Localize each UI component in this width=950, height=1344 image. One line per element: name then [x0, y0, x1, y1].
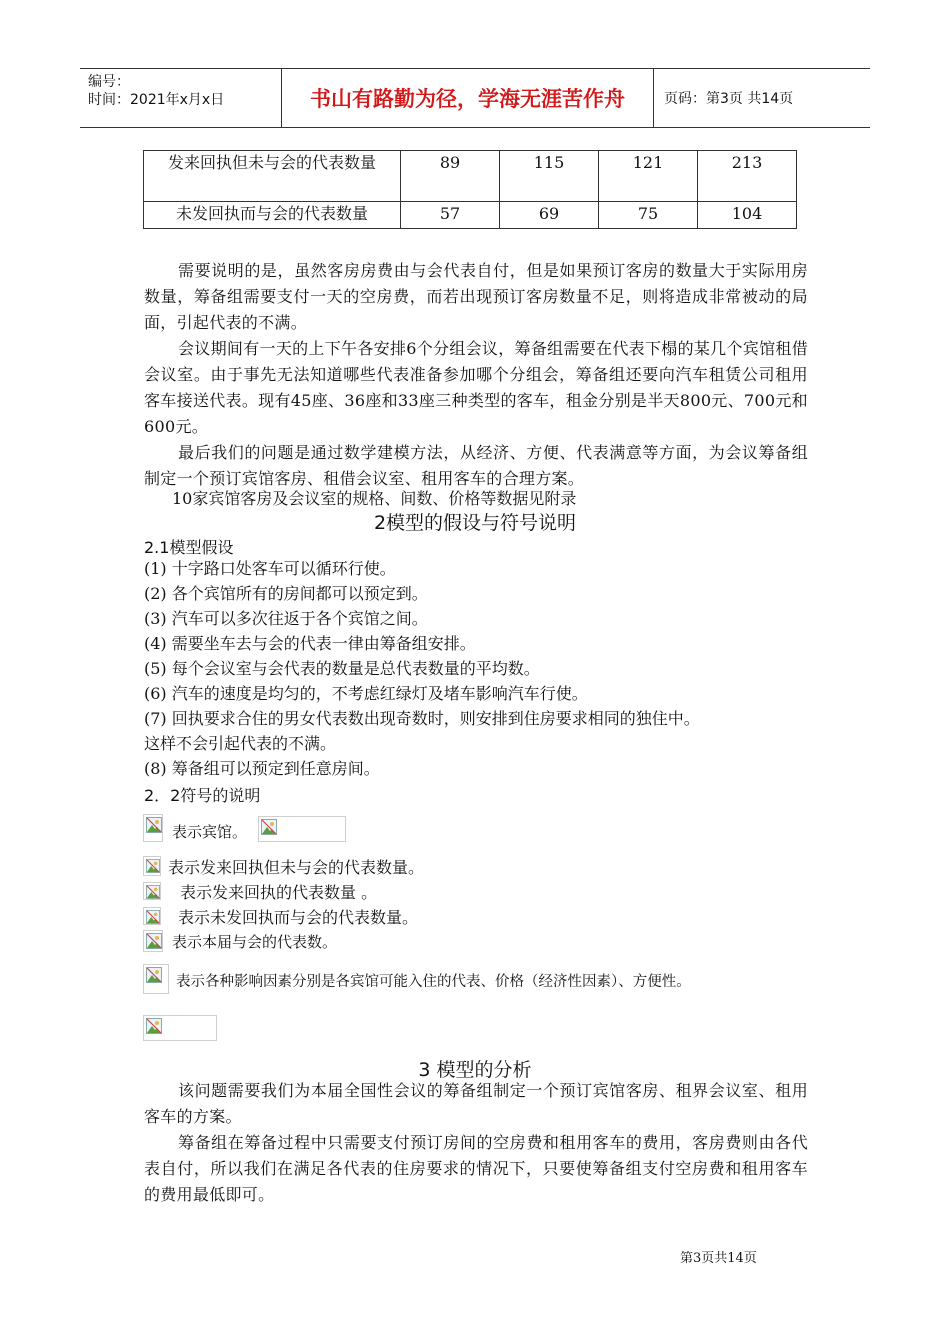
table-row	[144, 202, 797, 229]
symbol-desc: 表示本届与会的代表数。	[172, 933, 338, 951]
assumption-item: (2) 各个宾馆所有的房间都可以预定到。	[144, 584, 428, 603]
symbol-desc: 表示发来回执的代表数量 。	[180, 883, 378, 902]
header-meta	[80, 69, 282, 127]
assumption-item: (7) 回执要求合住的男女代表数出现奇数时，则安排到住房要求相同的独住中。	[144, 709, 700, 728]
section-3-title: 3 模型的分析	[418, 1059, 532, 1081]
symbol-desc: 表示各种影响因素分别是各宾馆可能入住的代表、价格（经济性因素）、方便性。	[176, 974, 691, 990]
table-row	[144, 151, 797, 202]
assumption-item: (3) 汽车可以多次往返于各个宾馆之间。	[144, 609, 428, 628]
header-motto: 书山有路勤为径，学海无涯苦作舟	[282, 69, 654, 127]
paragraph: 该问题需要我们为本届全国性会议的筹备组制定一个预订宾馆客房、租界会议室、租用客车的方案。	[144, 1081, 808, 1126]
assumption-item: (8) 筹备组可以预定到任意房间。	[144, 759, 380, 778]
assumption-item: (6) 汽车的速度是均匀的，不考虑红绿灯及堵车影响汽车行使。	[144, 684, 588, 703]
section-2-2-title: 2．2符号的说明	[144, 786, 261, 805]
broken-image-icon	[143, 964, 169, 994]
broken-image-icon	[143, 882, 161, 900]
assumption-item: (1) 十字路口处客车可以循环行使。	[144, 559, 396, 578]
table-cell: 115	[500, 151, 599, 202]
page-header	[80, 68, 870, 128]
header-page-info: 页码：第3页 共14页	[664, 91, 794, 107]
assumption-item: 这样不会引起代表的不满。	[144, 734, 337, 753]
paragraph: 10家宾馆客房及会议室的规格、间数、价格等数据见附录	[172, 489, 577, 508]
table-cell: 69	[500, 202, 599, 229]
broken-image-icon	[143, 856, 161, 876]
table-cell-label: 未发回执而与会的代表数量	[144, 202, 401, 229]
symbol-desc: 表示宾馆。	[172, 823, 248, 841]
symbol-desc: 表示发来回执但未与会的代表数量。	[168, 858, 425, 877]
paragraph: 会议期间有一天的上下午各安排6个分组会议，筹备组需要在代表下榻的某几个宾馆租借会议室。由于事先无法知道哪些代表准备参加哪个分组会，筹备组还要向汽车租赁公司租用客车接送代表。现有45座、36座和33座三种类型的客车，租金分别是半天800元、700元和600元。	[144, 339, 808, 436]
table-cell: 57	[401, 202, 500, 229]
time-label: 时间：2021年x月x日	[88, 92, 225, 108]
section-2-1-title: 2.1模型假设	[144, 538, 234, 557]
broken-image-icon	[143, 930, 163, 952]
broken-image-icon	[143, 814, 163, 842]
paragraph: 筹备组在筹备过程中只需要支付预订房间的空房费和租用客车的费用，客房费则由各代表自付，所以我们在满足各代表的住房要求的情况下，只要使筹备组支付空房费和租用客车的费用最低即可。	[144, 1133, 808, 1204]
paragraph: 需要说明的是，虽然客房房费由与会代表自付，但是如果预订客房的数量大于实际用房数量，筹备组需要支付一天的空房费，而若出现预订客房数量不足，则将造成非常被动的局面，引起代表的不满。	[144, 261, 808, 332]
broken-image-icon	[258, 816, 346, 842]
table-cell: 104	[698, 202, 797, 229]
number-label: 编号：	[88, 74, 130, 90]
broken-image-icon	[143, 1015, 217, 1041]
page-footer: 第3页共14页	[680, 1251, 757, 1266]
symbol-desc: 表示未发回执而与会的代表数量。	[178, 908, 419, 927]
table-cell-label: 发来回执但未与会的代表数量	[144, 151, 401, 202]
table-cell: 89	[401, 151, 500, 202]
assumption-item: (5) 每个会议室与会代表的数量是总代表数量的平均数。	[144, 659, 540, 678]
data-table	[143, 150, 797, 229]
assumption-item: (4) 需要坐车去与会的代表一律由筹备组安排。	[144, 634, 476, 653]
table-cell: 121	[599, 151, 698, 202]
broken-image-icon	[143, 907, 161, 925]
section-2-title: 2模型的假设与符号说明	[373, 512, 577, 534]
paragraph: 最后我们的问题是通过数学建模方法，从经济、方便、代表满意等方面，为会议筹备组制定一个预订宾馆客房、租借会议室、租用客车的合理方案。	[144, 443, 808, 488]
table-cell: 75	[599, 202, 698, 229]
table-cell: 213	[698, 151, 797, 202]
